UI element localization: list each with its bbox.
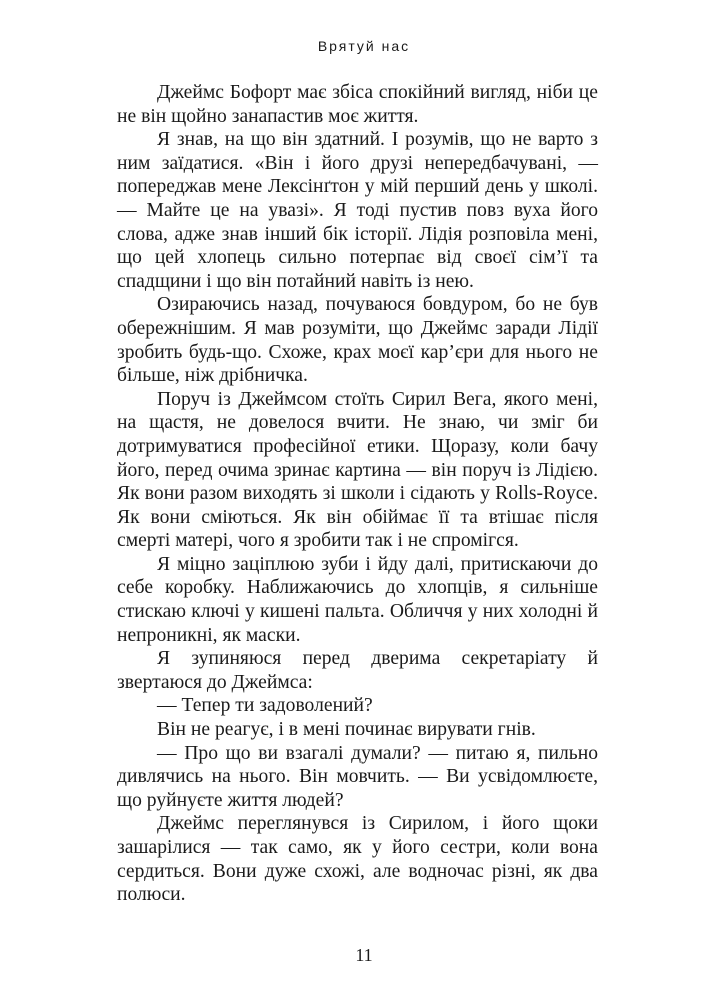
dialogue-line: — Тепер ти задоволений?: [157, 695, 373, 717]
paragraph: Джеймс переглянувся із Сирилом, і його щоки зашарілися — так само, як у його сестри, коли вона сердиться. Вони дуже схожі, але водночас різні, як два полюси.: [117, 813, 598, 906]
paragraph: Я зупиняюся перед дверима секретаріату й звертаюся до Джеймса:: [117, 648, 598, 693]
paragraph: Поруч із Джеймсом стоїть Сирил Вега, якого мені, на щастя, не довелося вчити. Не знаю, чи зміг би дотримуватися професійної етики. Щоразу, коли бачу його, перед очима зринає картина — він поруч із Лідією. Як вони разом виходять зі школи і сідають у Rolls-Royce. Як вони сміються. Як він обіймає її та втішає після смерті матері, чого я зробити так і не спромігся.: [117, 388, 598, 552]
paragraph: Він не реагує, і в мені починає вирувати гнів.: [157, 719, 536, 741]
dialogue-line: — Про що ви взагалі думали? — питаю я, пильно дивлячись на нього. Він мовчить. — Ви усвідомлюєте, що руйнуєте життя людей?: [117, 742, 598, 811]
paragraph: Джеймс Бофорт має збіса спокійний вигляд, ніби це не він щойно занапастив моє життя.: [117, 82, 598, 127]
paragraph: Озираючись назад, почуваюся бовдуром, бо не був обережнішим. Я мав розуміти, що Джеймс заради Лідії зробить будь-що. Схоже, крах моєї кар’єри для нього не більше, ніж дрібничка.: [117, 294, 598, 387]
paragraph: Я знав, на що він здатний. І розумів, що не варто з ним заїдатися. «Він і його друзі непередбачувані, — попереджав мене Лексінґтон у мій перший день у школі. — Майте це на увазі». Я тоді пустив повз вуха його слова, адже знав інший бік історії. Лідія розповіла мені, що цей хлопець сильно потерпає від своєї сім’ї та спадщини і що він потайний навіть із нею.: [117, 129, 598, 292]
body-text: [117, 81, 598, 907]
paragraph: Я міцно заціплюю зуби і йду далі, притискаючи до себе коробку. Наближаючись до хлопців, я сильніше стискаю ключі у кишені пальта. Обличчя у них холодні й непроникні, як маски.: [117, 553, 598, 646]
running-header-title: Врятуй нас: [317, 38, 411, 54]
page-number: 11: [355, 945, 373, 965]
